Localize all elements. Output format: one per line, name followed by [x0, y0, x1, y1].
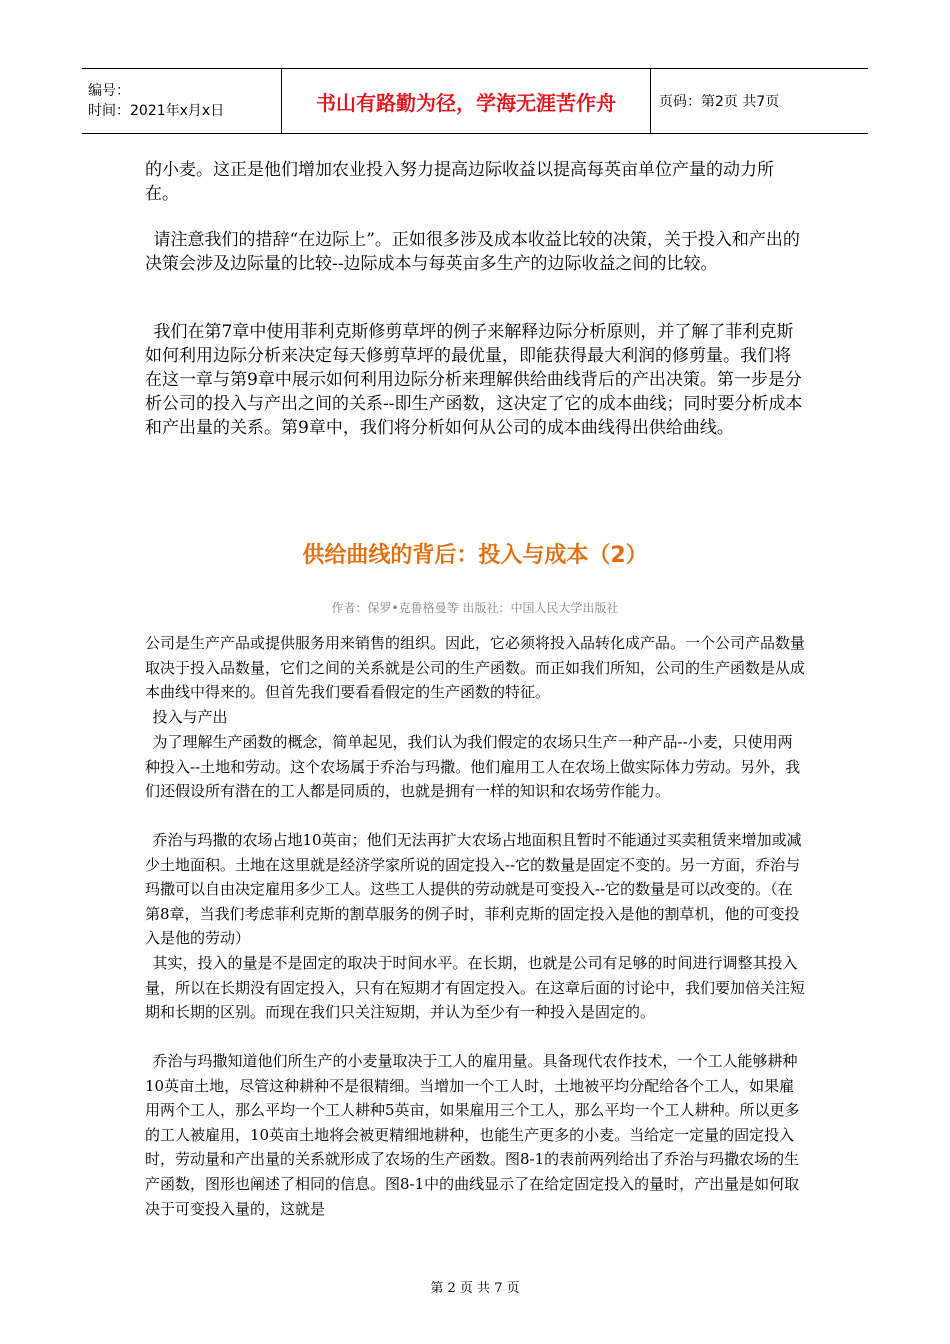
- motto-text: 书山有路勤为径，学海无涯苦作舟: [316, 90, 616, 115]
- page-code-text: 页码：第2页 共7页: [659, 94, 780, 110]
- intro-paragraph: 的小麦。这正是他们增加农业投入努力提高边际收益以提高每英亩单位产量的动力所在。: [145, 160, 774, 204]
- article-meta: 作者：保罗•克鲁格曼等 出版社：中国人民大学出版社: [331, 601, 619, 615]
- header-info: [82, 69, 281, 133]
- page-footer: 第 2 页 共 7 页: [430, 1281, 520, 1296]
- page-header: [82, 68, 868, 134]
- article-paragraph: 乔治与玛撒知道他们所生产的小麦量取决于工人的雇用量。具备现代农作技术，一个工人能够耕种10英亩土地，尽管这种耕种不是很精细。当增加一个工人时，土地被平均分配给各个工人，如果雇用两个工人，那么平均一个工人耕种5英亩，如果雇用三个工人，那么平均一个工人耕种。所以更多的工人被雇用，10英亩土地将会被更精细地耕种，也能生产更多的小麦。当给定一定量的固定投入时，劳动量和产出量的关系就形成了农场的生产函数。图8-1的表前两列给出了乔治与玛撒农场的生产函数，图形也阐述了相同的信息。图8-1中的曲线显示了在给定固定投入的量时，产出量是如何取决于可变投入量的，这就是: [145, 1052, 800, 1218]
- article-title: 供给曲线的背后：投入与成本（2）: [302, 543, 648, 568]
- article-paragraph: 为了理解生产函数的概念，简单起见，我们认为我们假定的农场只生产一种产品--小麦，只使用两种投入--土地和劳动。这个农场属于乔治与玛撒。他们雇用工人在农场上做实际体力劳动。另外，我们还假设所有潜在的工人都是同质的，也就是拥有一样的知识和农场劳作能力。: [145, 733, 801, 801]
- article-paragraph: 公司是生产产品或提供服务用来销售的组织。因此，它必须将投入品转化成产品。一个公司产品数量取决于投入品数量，它们之间的关系就是公司的生产函数。而正如我们所知，公司的生产函数是从成本曲线中得来的。但首先我们要看看假定的生产函数的特征。: [145, 634, 806, 702]
- document-number-label: 编号：: [88, 83, 130, 99]
- article-paragraph: 其实，投入的量是不是固定的取决于时间水平。在长期，也就是公司有足够的时间进行调整其投入量，所以在长期没有固定投入，只有在短期才有固定投入。在这章后面的讨论中，我们要加倍关注短期和长期的区别。而现在我们只关注短期，并认为至少有一种投入是固定的。: [145, 954, 806, 1022]
- intro-paragraph: 我们在第7章中使用菲利克斯修剪草坪的例子来解释边际分析原则，并了解了菲利克斯如何利用边际分析来决定每天修剪草坪的最优量，即能获得最大利润的修剪量。我们将在这一章与第9章中展示如何利用边际分析来理解供给曲线背后的产出决策。第一步是分析公司的投入与产出之间的关系--即生产函数，这决定了它的成本曲线；同时要分析成本和产出量的关系。第9章中，我们将分析如何从公司的成本曲线得出供给曲线。: [145, 322, 803, 438]
- document-date: 时间：2021年x月x日: [88, 103, 225, 119]
- intro-paragraph: 请注意我们的措辞“在边际上”。正如很多涉及成本收益比较的决策，关于投入和产出的决策会涉及边际量的比较--边际成本与每英亩多生产的边际收益之间的比较。: [145, 230, 800, 274]
- header-page-code: [651, 69, 868, 133]
- header-motto: [281, 69, 651, 133]
- article-paragraph: 乔治与玛撒的农场占地10英亩；他们无法再扩大农场占地面积且暂时不能通过买卖租赁来增加或减少土地面积。土地在这里就是经济学家所说的固定投入--它的数量是固定不变的。另一方面，乔治与玛撒可以自由决定雇用多少工人。这些工人提供的劳动就是可变投入--它的数量是可以改变的。（在第8章，当我们考虑菲利克斯的割草服务的例子时，菲利克斯的固定投入是他的割草机，他的可变投入是他的劳动）: [145, 831, 802, 948]
- section-heading: 投入与产出: [152, 708, 228, 726]
